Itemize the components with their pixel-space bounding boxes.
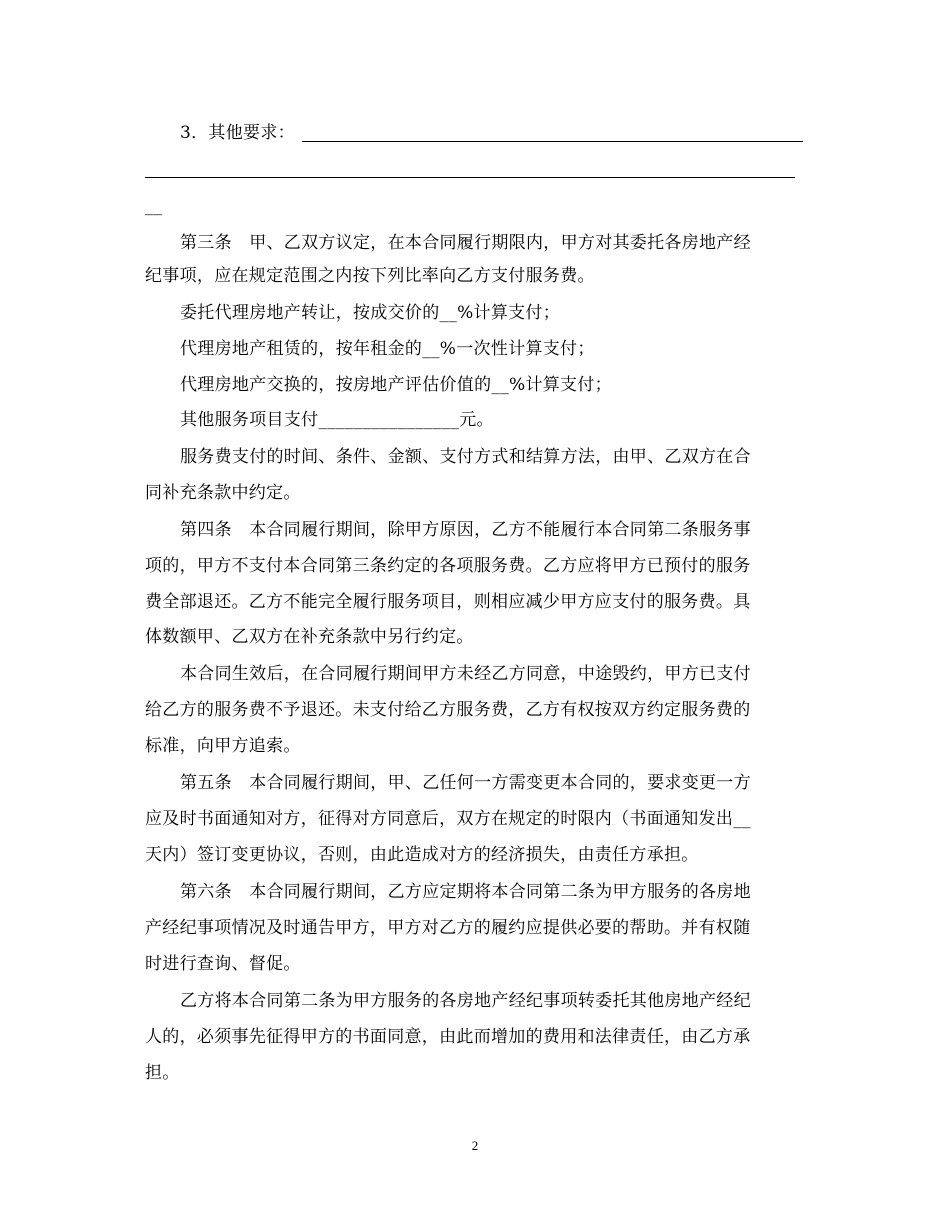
- fee-exchange-line: 代理房地产交换的，按房地产评估价值的__%计算支付；: [180, 375, 612, 395]
- article5-line-1: 第五条 本合同履行期间，甲、乙任何一方需变更本合同的，要求变更一方: [180, 773, 751, 793]
- article3-line-2: 纪事项，应在规定范围之内按下列比率向乙方支付服务费。: [145, 266, 595, 286]
- article4-line-3: 费全部退还。乙方不能完全履行服务项目，则相应减少甲方应支付的服务费。具: [145, 592, 751, 612]
- fee-other-line: 其他服务项目支付________________元。: [180, 410, 494, 430]
- article5-line-3: 天内）签订变更协议，否则，由此造成对方的经济损失，由责任方承担。: [145, 845, 699, 865]
- article5-line-2: 应及时书面通知对方，征得对方同意后，双方在规定的时限内（书面通知发出__: [145, 809, 751, 829]
- article6-line-1: 第六条 本合同履行期间，乙方应定期将本合同第二条为甲方服务的各房地: [180, 882, 751, 902]
- article6-line-2: 产经纪事项情况及时通告甲方，甲方对乙方的履约应提供必要的帮助。并有权随: [145, 918, 751, 938]
- item3-blank-line-1: [302, 141, 803, 142]
- subdelegation-line-1: 乙方将本合同第二条为甲方服务的各房地产经纪事项转委托其他房地产经纪: [180, 991, 751, 1011]
- article3-line-1: 第三条 甲、乙双方议定，在本合同履行期限内，甲方对其委托各房地产经: [180, 233, 751, 253]
- fee-payment-line-2: 同补充条款中约定。: [145, 483, 301, 503]
- effect-line-1: 本合同生效后，在合同履行期间甲方未经乙方同意，中途毁约，甲方已支付: [180, 664, 751, 684]
- article4-line-4: 体数额甲、乙双方在补充条款中另行约定。: [145, 627, 474, 647]
- fee-transfer-line: 委托代理房地产转让，按成交价的__%计算支付；: [180, 303, 561, 323]
- page-number: 2: [471, 1138, 479, 1153]
- subdelegation-line-2: 人的，必须事先征得甲方的书面同意，由此而增加的费用和法律责任，由乙方承: [145, 1027, 751, 1047]
- item3-tail: __: [145, 196, 163, 216]
- item3-label: 3．其他要求：: [180, 123, 295, 143]
- article6-line-3: 时进行查询、督促。: [145, 954, 301, 974]
- fee-lease-line: 代理房地产租赁的，按年租金的__%一次性计算支付；: [180, 339, 595, 359]
- article4-line-2: 项的，甲方不支付本合同第三条约定的各项服务费。乙方应将甲方已预付的服务: [145, 556, 751, 576]
- item3-blank-line-2: [145, 177, 795, 178]
- fee-payment-line-1: 服务费支付的时间、条件、金额、支付方式和结算方法，由甲、乙双方在合: [180, 447, 751, 467]
- subdelegation-line-3: 担。: [145, 1063, 180, 1083]
- article4-line-1: 第四条 本合同履行期间，除甲方原因，乙方不能履行本合同第二条服务事: [180, 520, 751, 540]
- effect-line-2: 给乙方的服务费不予退还。未支付给乙方服务费，乙方有权按双方约定服务费的: [145, 700, 751, 720]
- effect-line-3: 标准，向甲方追索。: [145, 736, 301, 756]
